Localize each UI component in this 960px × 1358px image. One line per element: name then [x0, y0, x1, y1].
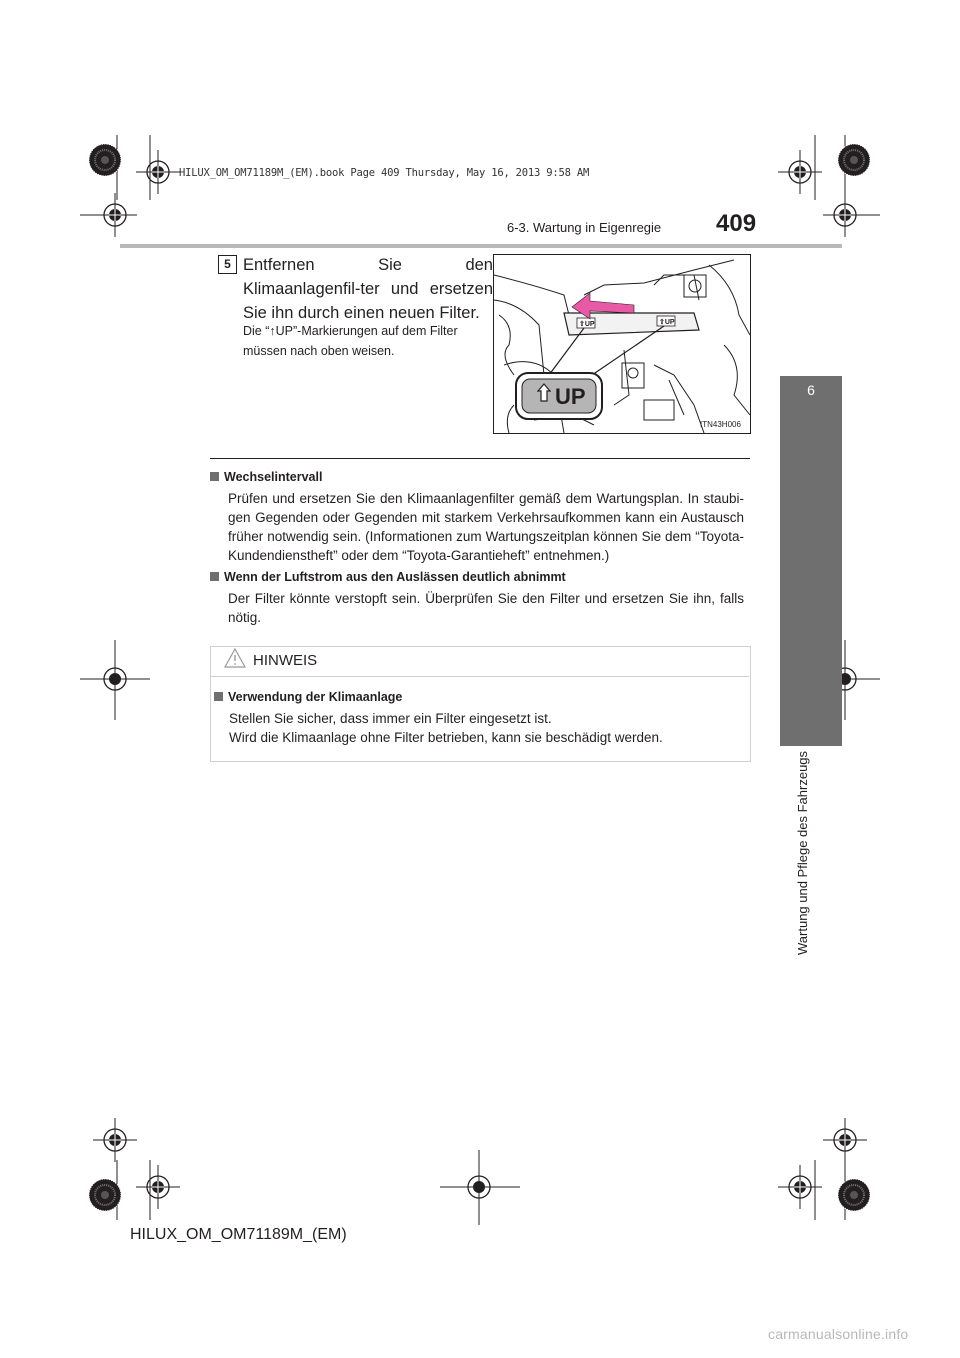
watermark: carmanualsonline.info	[768, 1326, 909, 1342]
notice-heading	[214, 690, 402, 704]
filter-up-label-1: ⇧UP	[579, 321, 595, 328]
filter-illustration-drawing	[494, 255, 750, 433]
notice-title: HINWEIS	[253, 652, 318, 669]
section-heading-text: Wenn der Luftstrom aus den Auslässen deutlich abnimmt	[224, 570, 566, 584]
header-rule	[120, 244, 842, 248]
notice-line-2: Wird die Klimaanlage ohne Filter betrieben, kann sie beschädigt werden.	[229, 730, 663, 745]
chapter-tab-label: Wartung und Pflege des Fahrzeugs	[795, 750, 810, 955]
section-body-airflow: Der Filter könnte verstopft sein. Überprüfen Sie den Filter und ersetzen Sie ihn, falls nötig.	[228, 591, 744, 625]
section-body-interval: Prüfen und ersetzen Sie den Klimaanlagenfilter gemäß dem Wartungsplan. In staubi-gen Gegenden oder Gegenden mit starkem Verkehrsaufkommen kann ein Austausch früher notwendig sein. (Informationen zum Wartungszeitplan können Sie dem “Toyota-Kundendienstheft” oder dem “Toyota-Garantieheft” entnehmen.)	[228, 491, 744, 563]
step-number: 5	[218, 255, 237, 274]
warning-triangle-icon	[223, 647, 247, 669]
step-note: Die “↑UP”-Markierungen auf dem Filter müssen nach oben weisen.	[243, 324, 458, 358]
filter-up-label-2: ⇧UP	[659, 319, 675, 326]
figure-code: ITN43H006	[700, 420, 741, 429]
chapter-tab	[780, 376, 842, 746]
square-bullet-icon	[210, 572, 219, 581]
section-heading-airflow	[210, 570, 566, 584]
callout-up-label: UP	[555, 384, 586, 409]
section-heading-interval	[210, 470, 322, 484]
square-bullet-icon	[210, 472, 219, 481]
filter-illustration	[493, 254, 751, 434]
step-instruction: Entfernen Sie den Klimaanlagenfil-ter und ersetzen Sie ihn durch einen neuen Filter.	[243, 256, 493, 322]
notice-divider	[211, 676, 749, 677]
section-heading-text: Wechselintervall	[224, 470, 323, 484]
page-number: 409	[716, 210, 757, 237]
book-info: HILUX_OM_OM71189M_(EM).book Page 409 Thursday, May 16, 2013 9:58 AM	[179, 167, 590, 179]
document-code: HILUX_OM_OM71189M_(EM)	[130, 1226, 347, 1243]
chapter-tab-number: 6	[807, 382, 815, 398]
notice-heading-text: Verwendung der Klimaanlage	[228, 690, 403, 704]
section-divider	[210, 458, 750, 459]
running-head: 6-3. Wartung in Eigenregie	[507, 220, 662, 235]
square-bullet-icon	[214, 692, 223, 701]
notice-line-1: Stellen Sie sicher, dass immer ein Filter eingesetzt ist.	[229, 711, 552, 726]
